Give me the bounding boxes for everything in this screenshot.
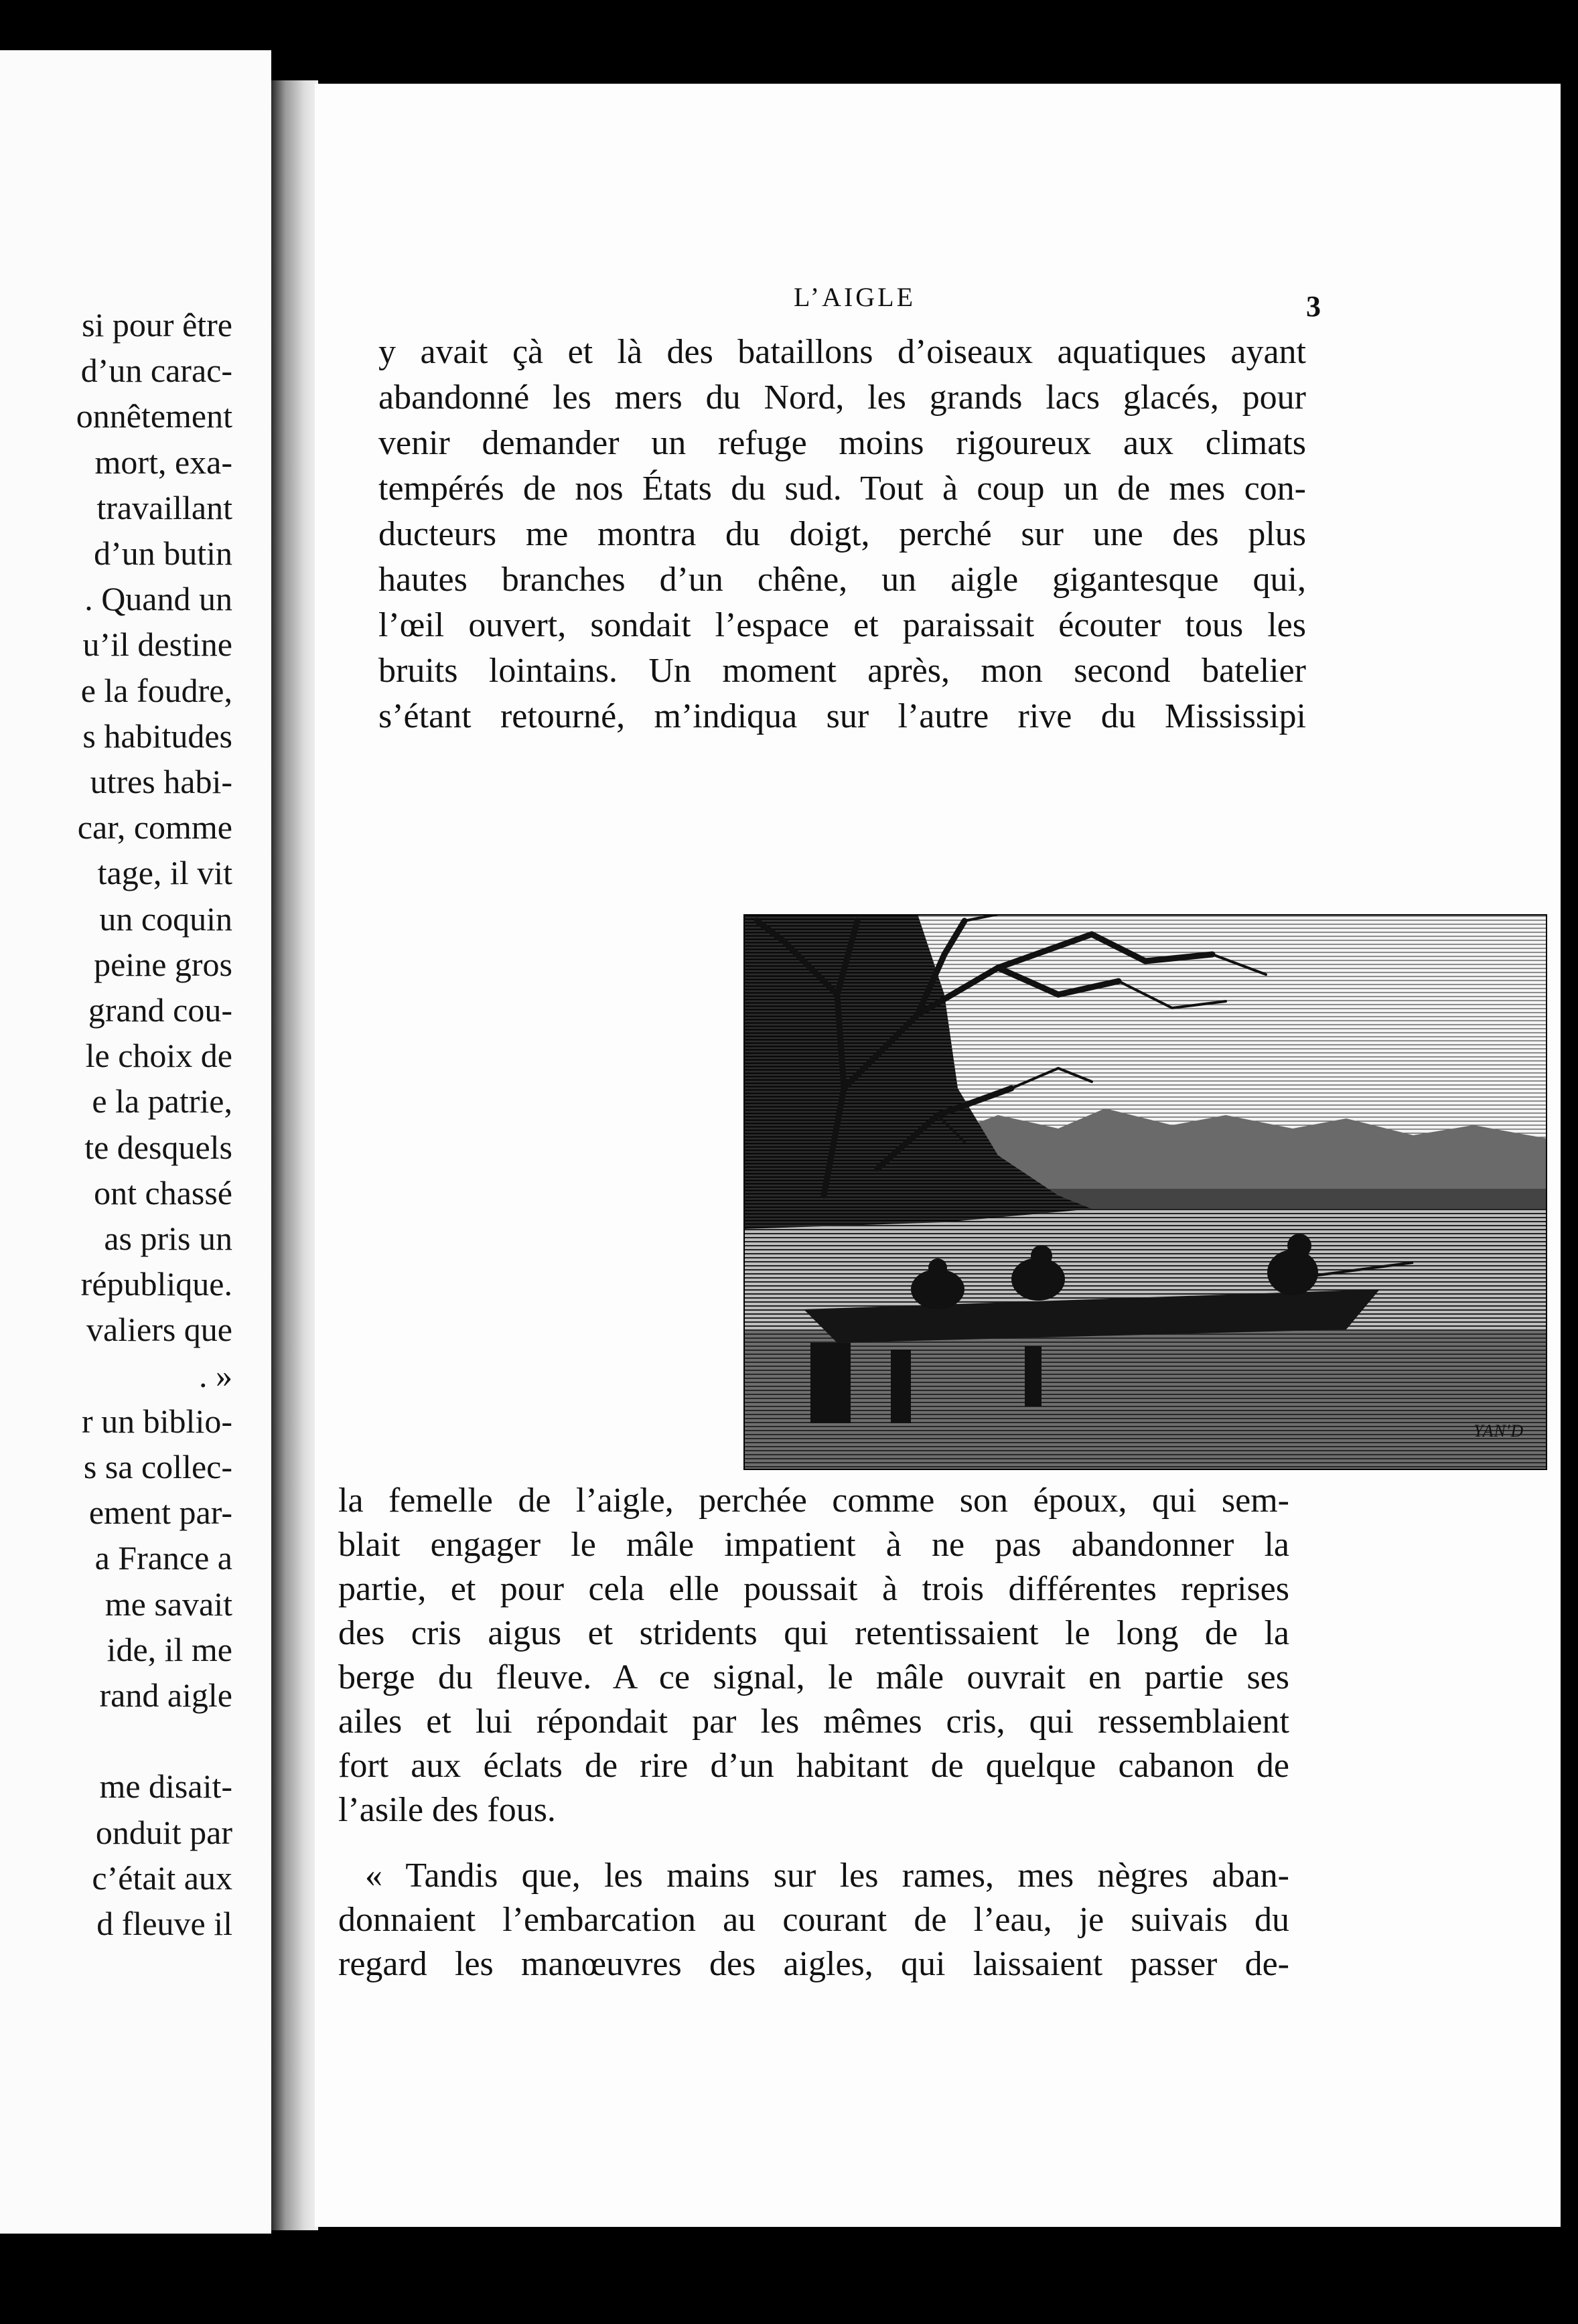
previous-page-line: mort, exa-	[94, 443, 232, 481]
text-line: hautes branches d’un chêne, un aigle gigantesque qui,	[378, 561, 1306, 599]
previous-page	[0, 50, 271, 2234]
text-line: tempérés de nos États du sud. Tout à coup un de mes con-	[378, 469, 1306, 508]
previous-page-line: ement par-	[88, 1494, 232, 1532]
running-title: L’AIGLE	[794, 282, 916, 312]
page-header	[315, 281, 1561, 321]
page-number: 3	[1306, 290, 1321, 323]
text-line: s’étant retourné, m’indiqua sur l’autre rive du Mississipi	[378, 697, 1306, 735]
book-gutter	[271, 80, 318, 2230]
text-line: blait engager le mâle impatient à ne pas abandonner la	[338, 1526, 1289, 1564]
text-line: y avait çà et là des bataillons d’oiseaux aquatiques ayant	[378, 333, 1306, 371]
previous-page-line: république.	[80, 1265, 232, 1303]
previous-page-line: e la foudre,	[80, 671, 232, 709]
previous-page-line: te desquels	[84, 1128, 232, 1166]
previous-page-line: as pris un	[104, 1220, 232, 1257]
previous-page-line: utres habi-	[90, 763, 232, 800]
text-line: partie, et pour cela elle poussait à trois différentes reprises	[338, 1570, 1289, 1608]
previous-page-line: onduit par	[95, 1813, 232, 1851]
previous-page-line: onnêtement	[76, 397, 232, 435]
previous-page-line: ont chassé	[94, 1173, 232, 1212]
text-line: ducteurs me montra du doigt, perché sur une des plus	[378, 515, 1306, 553]
previous-page-line: le choix de	[85, 1037, 232, 1075]
engraving-illustration	[743, 914, 1547, 1470]
previous-page-line: peine gros	[94, 945, 232, 983]
text-line: l’œil ouvert, sondait l’espace et paraissait écouter tous les	[378, 606, 1306, 644]
page-edge	[1561, 84, 1578, 2227]
previous-page-line: ide, il me	[106, 1630, 232, 1668]
previous-page-line: s sa collec-	[83, 1448, 232, 1485]
illustration-signature: YAN'D	[1474, 1421, 1524, 1441]
previous-page-line: tage, il vit	[97, 854, 232, 892]
text-line: fort aux éclats de rire d’un habitant de quelque cabanon de	[338, 1747, 1289, 1785]
previous-page-line: valiers que	[86, 1311, 232, 1349]
previous-page-line: . Quand un	[84, 580, 232, 618]
text-line: regard les manœuvres des aigles, qui laissaient passer de-	[338, 1945, 1289, 1983]
previous-page-line: s habitudes	[82, 717, 232, 755]
text-line: berge du fleuve. A ce signal, le mâle ouvrait en partie ses	[338, 1658, 1289, 1696]
previous-page-line: d fleuve il	[96, 1905, 232, 1942]
previous-page-line: si pour être	[82, 306, 232, 344]
previous-page-line: d’un carac-	[80, 352, 232, 390]
previous-page-line: c’était aux	[92, 1859, 232, 1897]
previous-page-line: rand aigle	[99, 1676, 232, 1714]
text-line: venir demander un refuge moins rigoureux aux climats	[378, 424, 1306, 462]
previous-page-line: car, comme	[77, 808, 232, 847]
previous-page-line: travaillant	[96, 488, 232, 526]
previous-page-line: . »	[199, 1356, 232, 1394]
text-line: donnaient l’embarcation au courant de l’eau, je suivais du	[338, 1901, 1289, 1939]
current-page	[315, 84, 1561, 2227]
previous-page-line: e la patrie,	[92, 1082, 232, 1120]
previous-page-line: a France a	[94, 1539, 232, 1577]
previous-page-line: u’il destine	[82, 626, 232, 664]
previous-page-line: un coquin	[99, 899, 232, 938]
text-line: ailes et lui répondait par les mêmes cris, qui ressemblaient	[338, 1702, 1289, 1741]
text-line: abandonné les mers du Nord, les grands lacs glacés, pour	[378, 378, 1306, 417]
text-line: « Tandis que, les mains sur les rames, mes nègres aban-	[365, 1857, 1289, 1895]
previous-page-line: d’un butin	[94, 534, 232, 572]
previous-page-line: me disait-	[99, 1767, 232, 1806]
text-line: bruits lointains. Un moment après, mon second batelier	[378, 652, 1306, 690]
previous-page-line: grand cou-	[88, 991, 232, 1029]
text-line: l’asile des fous.	[338, 1791, 556, 1829]
previous-page-line: me savait	[104, 1585, 232, 1623]
previous-page-line: r un biblio-	[82, 1402, 232, 1440]
text-line: la femelle de l’aigle, perchée comme son époux, qui sem-	[338, 1481, 1289, 1520]
text-line: des cris aigus et stridents qui retentissaient le long de la	[338, 1614, 1289, 1652]
